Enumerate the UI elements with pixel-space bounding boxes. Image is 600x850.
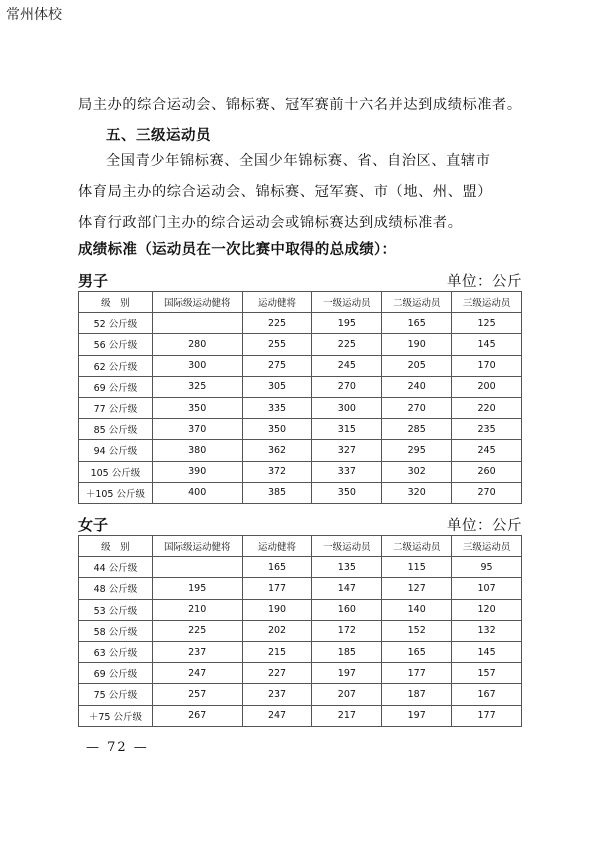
score-cell: 270: [452, 482, 522, 503]
header-cell: 国际级运动健将: [152, 292, 242, 313]
score-cell: 145: [452, 641, 522, 662]
score-cell: 327: [312, 440, 382, 461]
score-cell: 235: [452, 419, 522, 440]
score-cell: 152: [382, 620, 452, 641]
table-row: [79, 482, 522, 503]
table-row: [79, 440, 522, 461]
score-cell: 285: [382, 419, 452, 440]
score-cell: 362: [242, 440, 312, 461]
score-cell: 210: [152, 599, 242, 620]
score-cell: 147: [312, 578, 382, 599]
weight-class-cell: 69 公斤级: [79, 663, 153, 684]
score-cell: 167: [452, 684, 522, 705]
standard-title: 成绩标准（运动员在一次比赛中取得的总成绩）：: [78, 242, 397, 258]
score-cell: 295: [382, 440, 452, 461]
score-cell: 217: [312, 705, 382, 726]
table-row: [79, 419, 522, 440]
score-cell: 305: [242, 376, 312, 397]
score-cell: 225: [242, 313, 312, 334]
table-row: [79, 620, 522, 641]
page-number: — 72 —: [86, 740, 149, 755]
header-cell: 三级运动员: [452, 292, 522, 313]
table-row: [79, 557, 522, 578]
score-cell: [152, 557, 242, 578]
score-cell: 280: [152, 334, 242, 355]
header-cell: 运动健将: [242, 292, 312, 313]
table-row: [79, 684, 522, 705]
weight-class-cell: 77 公斤级: [79, 397, 153, 418]
header-cell: 二级运动员: [382, 292, 452, 313]
section5-line-3: 体育行政部门主办的综合运动会或锦标赛达到成绩标准者。: [78, 215, 463, 231]
score-cell: 140: [382, 599, 452, 620]
score-cell: 205: [382, 355, 452, 376]
weight-class-cell: 85 公斤级: [79, 419, 153, 440]
score-cell: 107: [452, 578, 522, 599]
table-row: [79, 641, 522, 662]
table-row: [79, 313, 522, 334]
weight-class-cell: 94 公斤级: [79, 440, 153, 461]
table-row: [79, 397, 522, 418]
score-cell: 350: [312, 482, 382, 503]
women-unit: 单位：公斤: [447, 518, 522, 534]
table-row: [79, 705, 522, 726]
score-cell: 165: [382, 313, 452, 334]
weight-class-cell: ＋105 公斤级: [79, 482, 153, 503]
table-row: [79, 355, 522, 376]
score-cell: 267: [152, 705, 242, 726]
weight-class-cell: 58 公斤级: [79, 620, 153, 641]
score-cell: 195: [152, 578, 242, 599]
score-cell: 350: [152, 397, 242, 418]
men-unit: 单位：公斤: [447, 274, 522, 290]
score-cell: 400: [152, 482, 242, 503]
score-cell: 237: [242, 684, 312, 705]
score-cell: 202: [242, 620, 312, 641]
weight-class-cell: ＋75 公斤级: [79, 705, 153, 726]
score-cell: 207: [312, 684, 382, 705]
score-cell: 260: [452, 461, 522, 482]
score-cell: 165: [382, 641, 452, 662]
table-header-row: [79, 292, 522, 313]
score-cell: 190: [382, 334, 452, 355]
score-cell: 247: [152, 663, 242, 684]
score-cell: 115: [382, 557, 452, 578]
header-cell: 国际级运动健将: [152, 536, 242, 557]
score-cell: 157: [452, 663, 522, 684]
score-cell: 170: [452, 355, 522, 376]
score-cell: 245: [312, 355, 382, 376]
table-row: [79, 663, 522, 684]
score-cell: 220: [452, 397, 522, 418]
score-cell: 370: [152, 419, 242, 440]
score-cell: 325: [152, 376, 242, 397]
score-cell: 200: [452, 376, 522, 397]
table-row: [79, 461, 522, 482]
score-cell: 135: [312, 557, 382, 578]
score-cell: 300: [152, 355, 242, 376]
score-cell: 300: [312, 397, 382, 418]
score-cell: 315: [312, 419, 382, 440]
score-cell: 350: [242, 419, 312, 440]
score-cell: 385: [242, 482, 312, 503]
weight-class-cell: 105 公斤级: [79, 461, 153, 482]
score-cell: 302: [382, 461, 452, 482]
table-row: [79, 599, 522, 620]
score-cell: 225: [312, 334, 382, 355]
score-cell: 215: [242, 641, 312, 662]
table-header-row: [79, 536, 522, 557]
men-label: 男子: [78, 272, 109, 290]
score-cell: 335: [242, 397, 312, 418]
score-cell: 240: [382, 376, 452, 397]
women-label: 女子: [78, 516, 109, 534]
score-cell: 275: [242, 355, 312, 376]
women-score-table: [78, 535, 522, 727]
table-row: [79, 578, 522, 599]
weight-class-cell: 62 公斤级: [79, 355, 153, 376]
score-cell: 390: [152, 461, 242, 482]
score-cell: 125: [452, 313, 522, 334]
score-cell: 95: [452, 557, 522, 578]
header-cell: 三级运动员: [452, 536, 522, 557]
section5-line-2: 体育局主办的综合运动会、锦标赛、冠军赛、市（地、州、盟）: [78, 184, 493, 200]
score-cell: 372: [242, 461, 312, 482]
section5-heading: 五、三级运动员: [106, 128, 211, 144]
table-row: [79, 376, 522, 397]
men-score-table: [78, 291, 522, 504]
score-cell: 337: [312, 461, 382, 482]
score-cell: 160: [312, 599, 382, 620]
score-cell: 245: [452, 440, 522, 461]
score-cell: 177: [452, 705, 522, 726]
score-cell: 247: [242, 705, 312, 726]
score-cell: 177: [242, 578, 312, 599]
header-cell: 一级运动员: [312, 292, 382, 313]
score-cell: 172: [312, 620, 382, 641]
weight-class-cell: 69 公斤级: [79, 376, 153, 397]
score-cell: 165: [242, 557, 312, 578]
score-cell: 380: [152, 440, 242, 461]
score-cell: 195: [312, 313, 382, 334]
weight-class-cell: 44 公斤级: [79, 557, 153, 578]
header-cell: 运动健将: [242, 536, 312, 557]
score-cell: 270: [312, 376, 382, 397]
score-cell: [152, 313, 242, 334]
header-cell: 一级运动员: [312, 536, 382, 557]
score-cell: 145: [452, 334, 522, 355]
score-cell: 127: [382, 578, 452, 599]
watermark-text: 常州体校: [6, 7, 62, 23]
score-cell: 320: [382, 482, 452, 503]
header-cell: 二级运动员: [382, 536, 452, 557]
weight-class-cell: 53 公斤级: [79, 599, 153, 620]
score-cell: 187: [382, 684, 452, 705]
section5-line-1: 全国青少年锦标赛、全国少年锦标赛、省、自治区、直辖市: [106, 153, 491, 169]
weight-class-cell: 63 公斤级: [79, 641, 153, 662]
score-cell: 255: [242, 334, 312, 355]
weight-class-cell: 48 公斤级: [79, 578, 153, 599]
score-cell: 257: [152, 684, 242, 705]
score-cell: 237: [152, 641, 242, 662]
score-cell: 227: [242, 663, 312, 684]
score-cell: 185: [312, 641, 382, 662]
score-cell: 177: [382, 663, 452, 684]
weight-class-cell: 52 公斤级: [79, 313, 153, 334]
intro-line: 局主办的综合运动会、锦标赛、冠军赛前十六名并达到成绩标准者。: [78, 97, 522, 113]
weight-class-cell: 75 公斤级: [79, 684, 153, 705]
weight-class-cell: 56 公斤级: [79, 334, 153, 355]
header-cell: 级 别: [79, 536, 153, 557]
score-cell: 197: [382, 705, 452, 726]
score-cell: 197: [312, 663, 382, 684]
score-cell: 225: [152, 620, 242, 641]
table-row: [79, 334, 522, 355]
score-cell: 132: [452, 620, 522, 641]
header-cell: 级 别: [79, 292, 153, 313]
score-cell: 120: [452, 599, 522, 620]
score-cell: 270: [382, 397, 452, 418]
score-cell: 190: [242, 599, 312, 620]
